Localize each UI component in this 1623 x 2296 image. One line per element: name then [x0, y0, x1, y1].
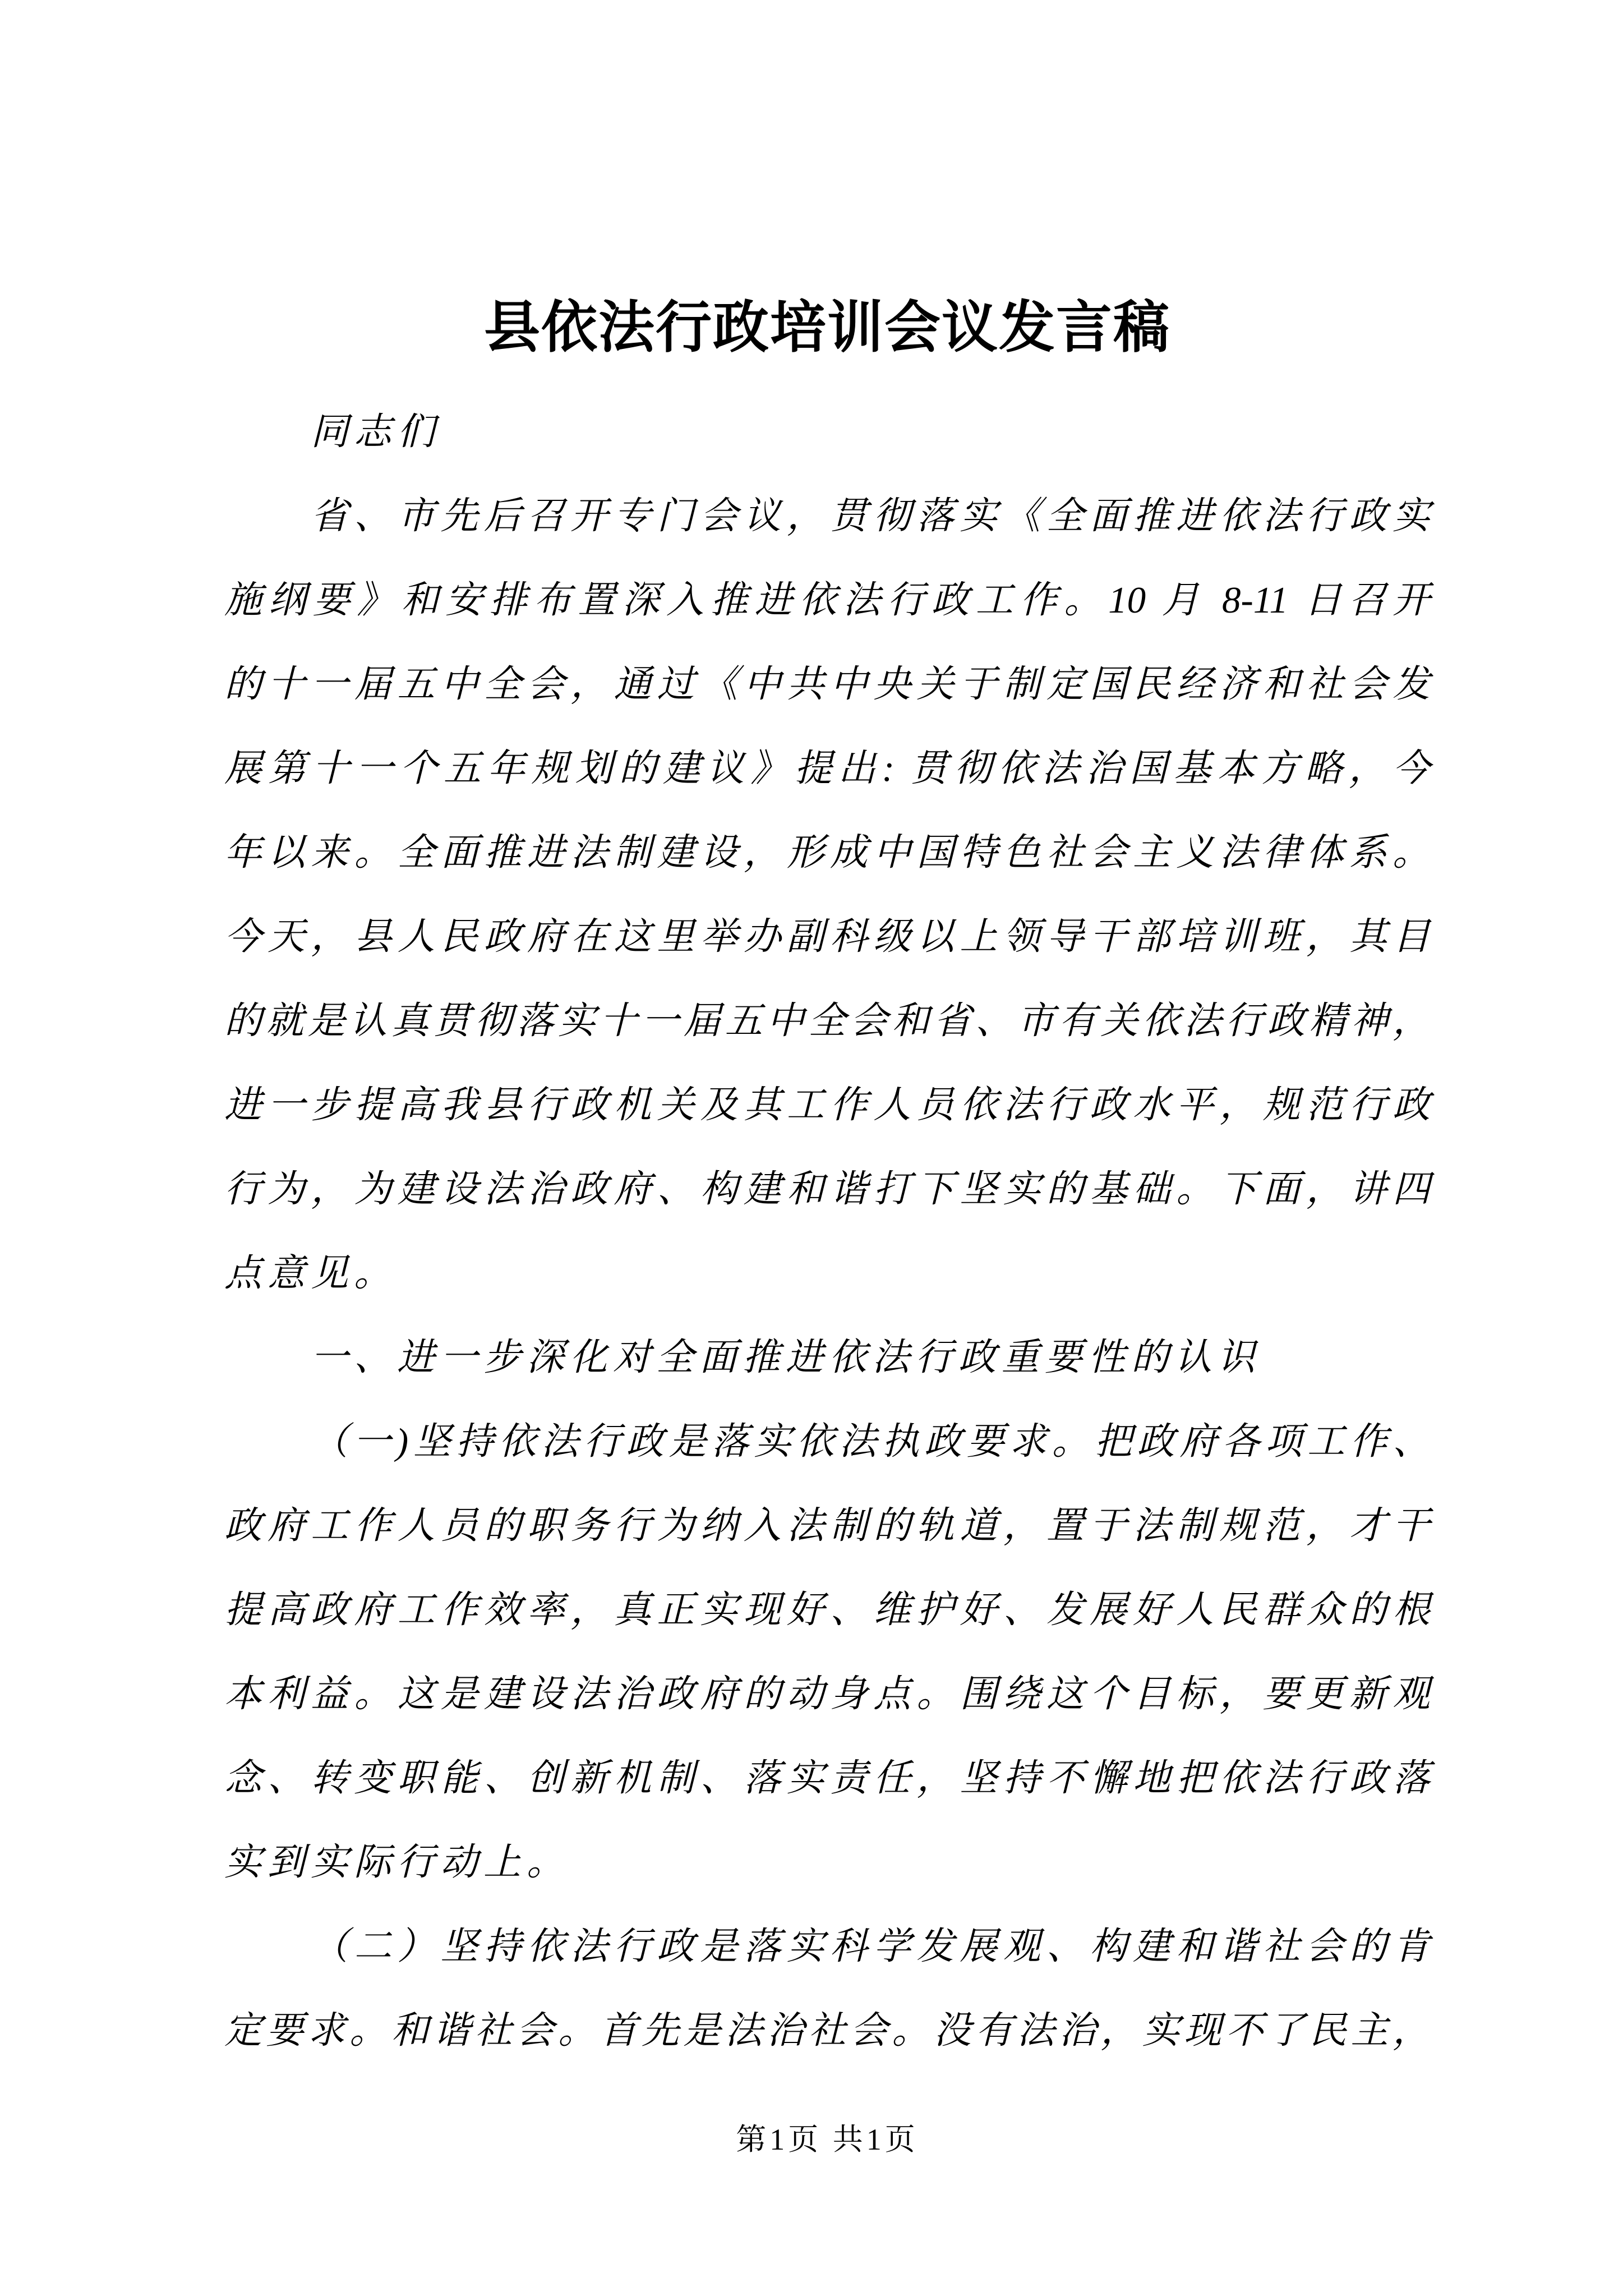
body-line: 本利益。这是建设法治政府的动身点。围绕这个目标，要更新观: [224, 1673, 1430, 1715]
body-line: 实到实际行动上。: [224, 1842, 570, 1883]
section-heading: 一、进一步深化对全面推进依法行政重要性的认识: [311, 1337, 1261, 1378]
body-line: 的就是认真贯彻落实十一届五中全会和省、市有关依法行政精神，: [224, 1000, 1430, 1042]
body-line: 提高政府工作效率，真正实现好、维护好、发展好人民群众的根: [224, 1589, 1430, 1631]
page-number: 第1页 共1页: [736, 2123, 919, 2156]
body-line: 今天，县人民政府在这里举办副科级以上领导干部培训班，其目: [224, 916, 1430, 958]
document-body: [224, 390, 1430, 2073]
body-line: （一)坚持依法行政是落实依法执政要求。把政府各项工作、: [311, 1421, 1430, 1462]
body-line: 省、市先后召开专门会议，贯彻落实《全面推进依法行政实: [311, 495, 1430, 537]
body-line: 的十一届五中全会，通过《中共中央关于制定国民经济和社会发: [224, 664, 1430, 705]
body-line: 念、转变职能、创新机制、落实责任，坚持不懈地把依法行政落: [224, 1757, 1430, 1799]
body-line: 展第十一个五年规划的建议》提出: 贯彻依法治国基本方略，今: [224, 748, 1430, 789]
body-line: 年以来。全面推进法制建设，形成中国特色社会主义法律体系。: [224, 832, 1430, 873]
body-line: 定要求。和谐社会。首先是法治社会。没有法治，实现不了民主，: [224, 2010, 1430, 2051]
body-line: 行为，为建设法治政府、构建和谐打下坚实的基础。下面，讲四: [224, 1168, 1430, 1210]
body-line: 政府工作人员的职务行为纳入法制的轨道，置于法制规范，才干: [224, 1505, 1430, 1547]
body-line: 施纲要》和安排布置深入推进依法行政工作。10 月 8-11 日召开: [224, 579, 1430, 621]
body-line: （二）坚持依法行政是落实科学发展观、构建和谐社会的肯: [311, 1926, 1430, 1967]
salutation-line: 同志们: [311, 411, 440, 453]
body-line: 进一步提高我县行政机关及其工作人员依法行政水平，规范行政: [224, 1084, 1430, 1126]
document-title: 县依法行政培训会议发言稿: [484, 297, 1170, 359]
body-line: 点意见。: [224, 1253, 397, 1294]
